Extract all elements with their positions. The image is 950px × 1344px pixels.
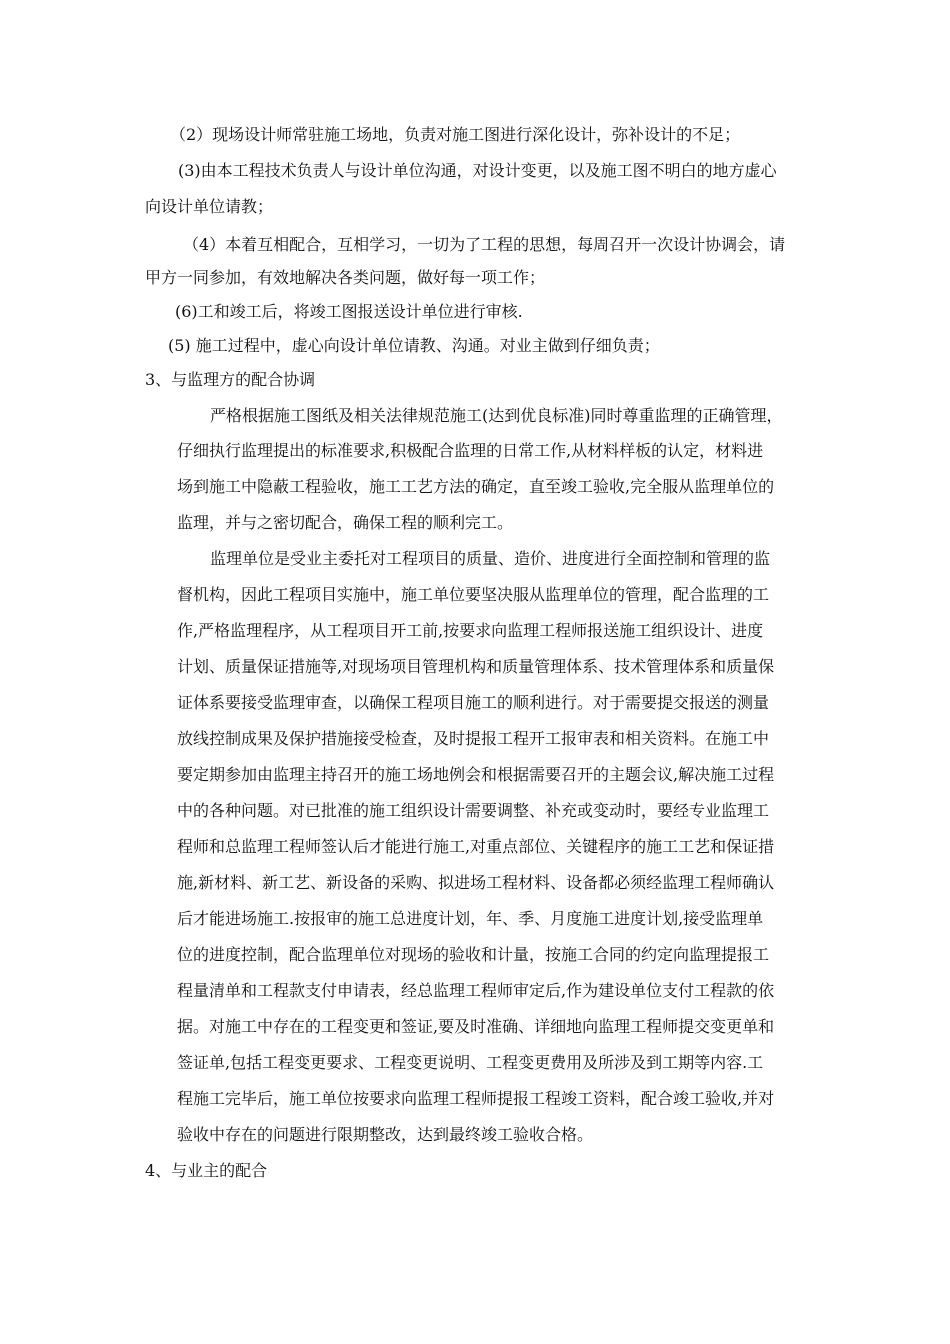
text-line: 放线控制成果及保护措施接受检查，及时提报工程开工报审表和相关资料。在施工中	[177, 729, 770, 748]
text-line: 甲方一同参加，有效地解决各类问题，做好每一项工作；	[145, 268, 546, 287]
text-line: 施,新材料、新工艺、新设备的采购、拟进场工程材料、设备都必须经监理工程师确认	[177, 873, 775, 892]
text-line: 程施工完毕后，施工单位按要求向监理工程师提报工程竣工资料，配合竣工验收,并对	[177, 1089, 775, 1108]
text-line: 中的各种问题。对已批准的施工组织设计需要调整、补充或变动时，要经专业监理工	[177, 801, 770, 820]
text-line: 督机构，因此工程项目实施中，施工单位要坚决服从监理单位的管理，配合监理的工	[177, 585, 770, 604]
text-line: 程量清单和工程款支付申请表，经总监理工程师审定后,作为建设单位支付工程款的依	[177, 981, 775, 1000]
text-line: 严格根据施工图纸及相关法律规范施工(达到优良标准)同时尊重监理的正确管理，	[210, 406, 783, 425]
text-line: 证体系要接受监理审查，以确保工程项目施工的顺利进行。对于需要提交报送的测量	[177, 693, 770, 712]
text-line: (5) 施工过程中，虚心向设计单位请教、沟通。对业主做到仔细负责；	[168, 336, 660, 355]
text-line: 程师和总监理工程师签认后才能进行施工,对重点部位、关键程序的施工工艺和保证措	[177, 837, 775, 856]
text-line: 位的进度控制，配合监理单位对现场的验收和计量，按施工合同的约定向监理提报工	[177, 945, 770, 964]
section-heading: 3、与监理方的配合协调	[145, 370, 316, 389]
text-line: 计划、质量保证措施等,对现场项目管理机构和质量管理体系、技术管理体系和质量保	[177, 657, 775, 676]
text-line: (6)工和竣工后，将竣工图报送设计单位进行审核.	[175, 302, 523, 321]
text-line: （4）本着互相配合，互相学习，一切为了工程的思想，每周召开一次设计协调会，请	[183, 235, 786, 254]
text-line: (3)由本工程技术负责人与设计单位沟通，对设计变更，以及施工图不明白的地方虚心	[178, 161, 777, 180]
text-line: 据。对施工中存在的工程变更和签证,要及时准确、详细地向监理工程师提交变更单和	[177, 1017, 775, 1036]
text-line: 验收中存在的问题进行限期整改，达到最终竣工验收合格。	[177, 1125, 594, 1144]
text-line: 作,严格监理程序，从工程项目开工前,按要求向监理工程师报送施工组织设计、进度	[177, 621, 764, 640]
text-line: 监理，并与之密切配合，确保工程的顺利完工。	[177, 513, 514, 532]
text-line: 签证单,包括工程变更要求、工程变更说明、工程变更费用及所涉及到工期等内容.工	[177, 1053, 764, 1072]
text-line: 要定期参加由监理主持召开的施工场地例会和根据需要召开的主题会议,解决施工过程	[177, 765, 775, 784]
text-line: 后才能进场施工.按报审的施工总进度计划，年、季、月度施工进度计划,接受监理单	[177, 909, 764, 928]
text-line: 仔细执行监理提出的标准要求,积极配合监理的日常工作,从材料样板的认定，材料进	[177, 441, 764, 460]
text-line: 监理单位是受业主委托对工程项目的质量、造价、进度进行全面控制和管理的监	[210, 549, 771, 568]
text-line: 向设计单位请教；	[145, 197, 274, 216]
section-heading: 4、与业主的配合	[145, 1161, 268, 1180]
text-line: 场到施工中隐蔽工程验收，施工工艺方法的确定，直至竣工验收,完全服从监理单位的	[177, 477, 775, 496]
text-line: （2）现场设计师常驻施工场地，负责对施工图进行深化设计，弥补设计的不足；	[170, 125, 741, 144]
